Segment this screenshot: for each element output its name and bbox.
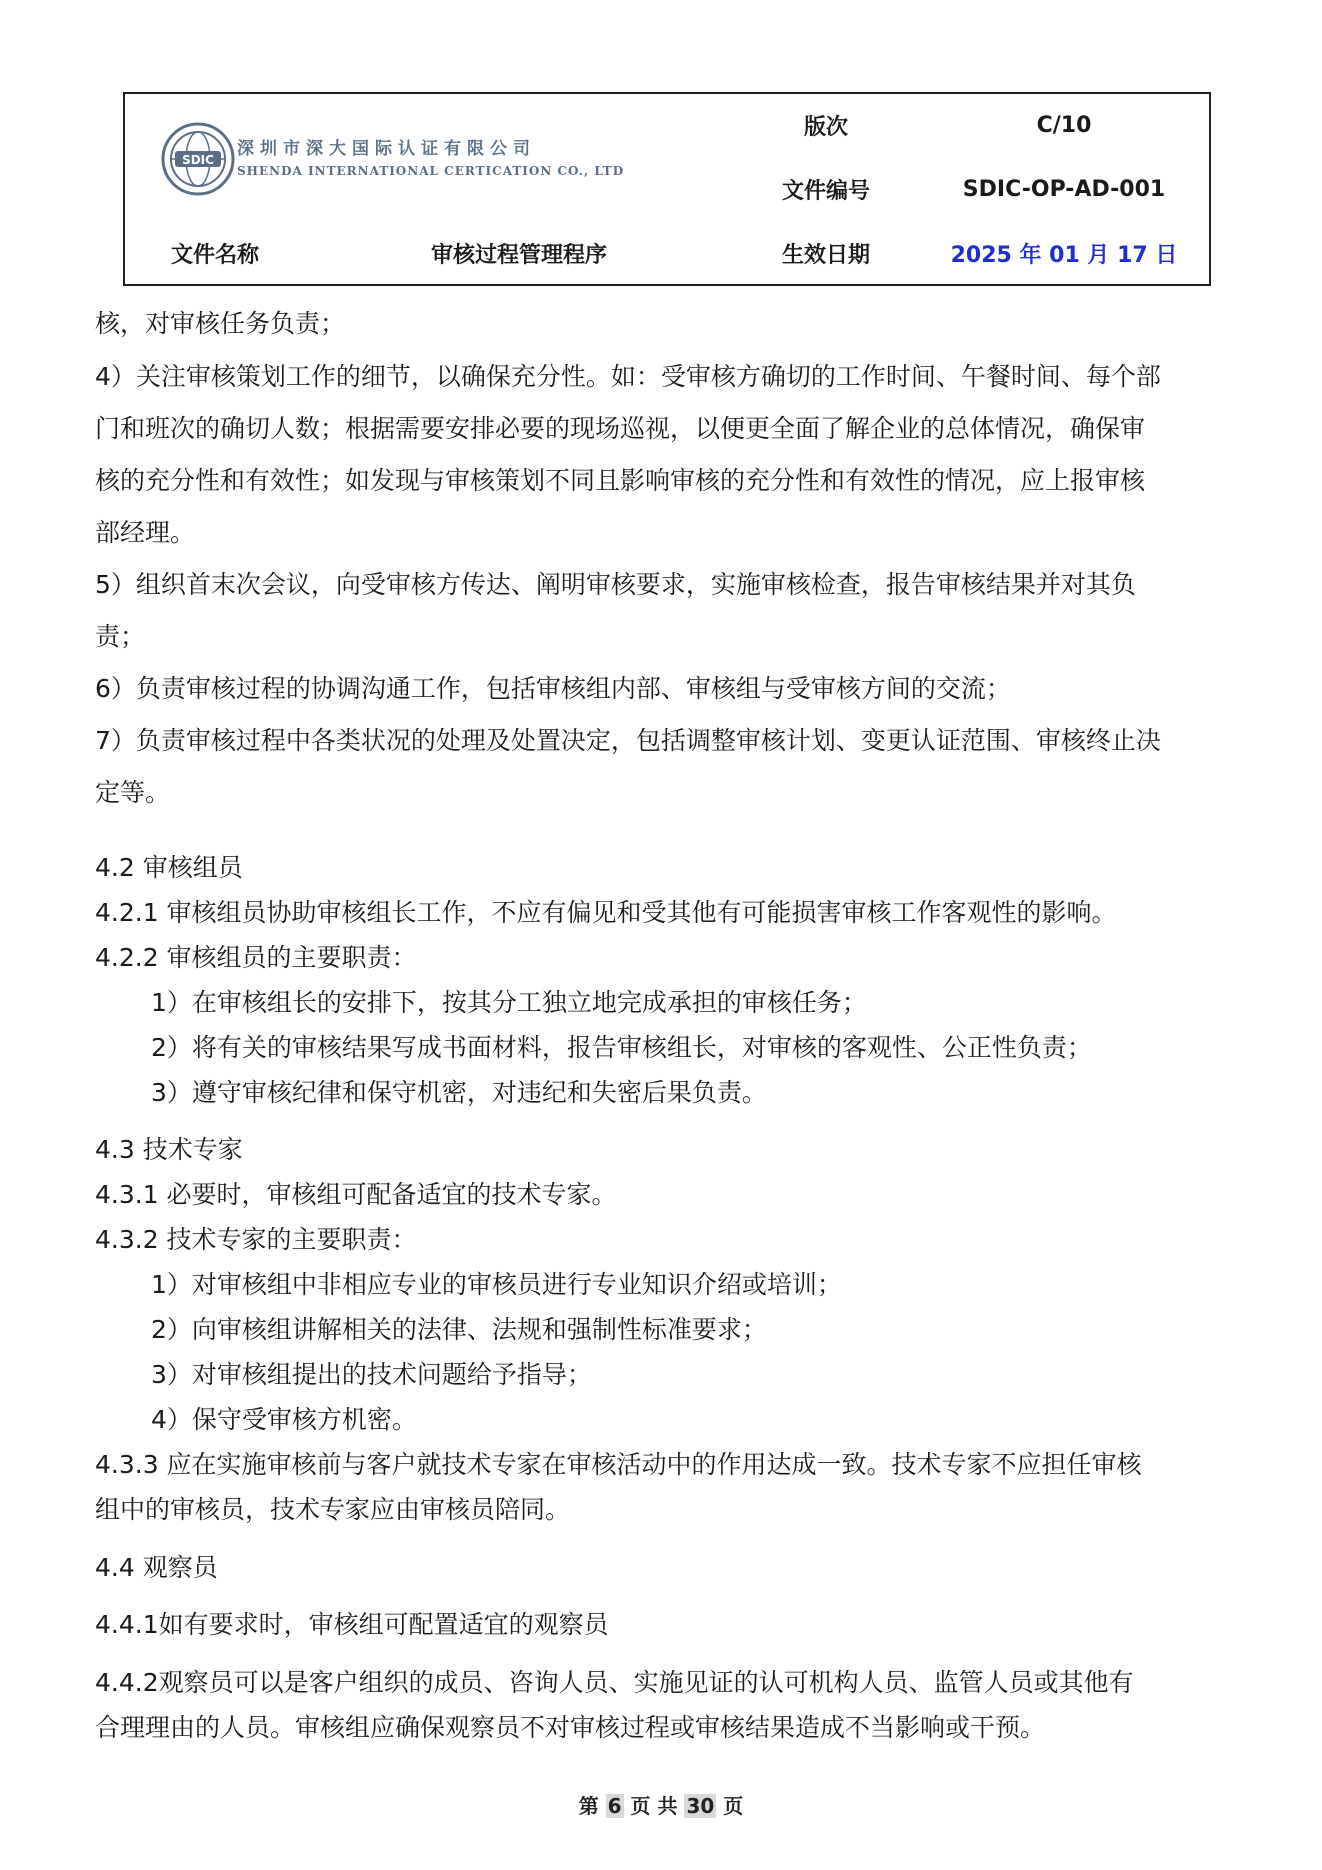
section-heading-4-2: 4.2 审核组员 <box>95 853 243 882</box>
list-item: 2）将有关的审核结果写成书面材料，报告审核组长，对审核的客观性、公正性负责； <box>151 1033 1092 1062</box>
edition-value: C/10 <box>1036 113 1092 138</box>
company-name-cn: 深圳市深大国际认证有限公司 <box>237 139 536 159</box>
body-line: 核的充分性和有效性；如发现与审核策划不同且影响审核的充分性和有效性的情况，应上报审核 <box>95 466 1146 495</box>
body-line: 7）负责审核过程中各类状况的处理及处置决定，包括调整审核计划、变更认证范围、审核终止决 <box>95 726 1161 755</box>
current-page-number: 6 <box>607 1794 622 1818</box>
body-line: 4.4.1如有要求时，审核组可配置适宜的观察员 <box>95 1610 609 1639</box>
list-item: 4）保守受审核方机密。 <box>151 1405 417 1434</box>
body-line: 责； <box>95 622 146 651</box>
company-name-en: SHENDA INTERNATIONAL CERTICATION CO., LTD <box>237 164 625 178</box>
body-line: 4.2.2 审核组员的主要职责： <box>95 943 417 972</box>
body-line: 4）关注审核策划工作的细节，以确保充分性。如：受审核方确切的工作时间、午餐时间、每个部 <box>95 362 1161 391</box>
list-item: 1）在审核组长的安排下，按其分工独立地完成承担的审核任务； <box>151 988 867 1017</box>
effective-date-value: 2025 年 01 月 17 日 <box>950 242 1178 268</box>
list-item: 1）对审核组中非相应专业的审核员进行专业知识介绍或培训； <box>151 1270 842 1299</box>
body-line: 部经理。 <box>95 518 196 547</box>
page-footer <box>0 1790 1322 1819</box>
body-line: 4.3.2 技术专家的主要职责： <box>95 1225 417 1254</box>
doc-number-label: 文件编号 <box>781 179 870 204</box>
body-line: 6）负责审核过程的协调沟通工作，包括审核组内部、审核组与受审核方间的交流； <box>95 674 1011 703</box>
body-line: 定等。 <box>95 778 171 807</box>
list-item: 2）向审核组讲解相关的法律、法规和强制性标准要求； <box>151 1315 767 1344</box>
body-line: 5）组织首末次会议，向受审核方传达、阐明审核要求，实施审核检查，报告审核结果并对其负 <box>95 570 1136 599</box>
effective-date-label: 生效日期 <box>781 242 870 268</box>
body-line: 合理理由的人员。审核组应确保观察员不对审核过程或审核结果造成不当影响或干预。 <box>95 1713 1046 1742</box>
body-line: 4.2.1 审核组员协助审核组长工作，不应有偏见和受其他有可能损害审核工作客观性的影响。 <box>95 898 1117 927</box>
footer-suffix: 页 <box>723 1794 744 1818</box>
list-item: 3）对审核组提出的技术问题给予指导； <box>151 1360 592 1389</box>
footer-prefix: 第 <box>578 1794 599 1818</box>
body-line: 4.4.2观察员可以是客户组织的成员、咨询人员、实施见证的认可机构人员、监管人员或其他有 <box>95 1668 1134 1697</box>
body-line: 组中的审核员，技术专家应由审核员陪同。 <box>95 1495 571 1524</box>
body-line: 4.3.3 应在实施审核前与客户就技术专家在审核活动中的作用达成一致。技术专家不应担任审核 <box>95 1450 1142 1479</box>
body-line: 4.3.1 必要时，审核组可配备适宜的技术专家。 <box>95 1180 617 1209</box>
edition-label: 版次 <box>803 115 848 140</box>
body-line: 门和班次的确切人数；根据需要安排必要的现场巡视，以便更全面了解企业的总体情况，确保审 <box>95 414 1146 443</box>
total-page-number: 30 <box>686 1794 715 1818</box>
body-line: 核，对审核任务负责； <box>95 309 346 338</box>
company-logo <box>161 122 721 198</box>
company-logo-cell <box>125 94 733 222</box>
list-item: 3）遵守审核纪律和保守机密，对违纪和失密后果负责。 <box>151 1078 767 1107</box>
doc-number-value: SDIC-OP-AD-001 <box>962 177 1166 202</box>
footer-middle: 页 共 <box>630 1794 678 1818</box>
file-name-value: 审核过程管理程序 <box>430 242 607 268</box>
document-header-table <box>123 92 1211 286</box>
file-name-label: 文件名称 <box>170 242 259 268</box>
sdic-globe-icon <box>161 122 235 196</box>
section-heading-4-4: 4.4 观察员 <box>95 1553 218 1582</box>
logo-text: SDIC <box>182 153 214 167</box>
section-heading-4-3: 4.3 技术专家 <box>95 1135 243 1164</box>
